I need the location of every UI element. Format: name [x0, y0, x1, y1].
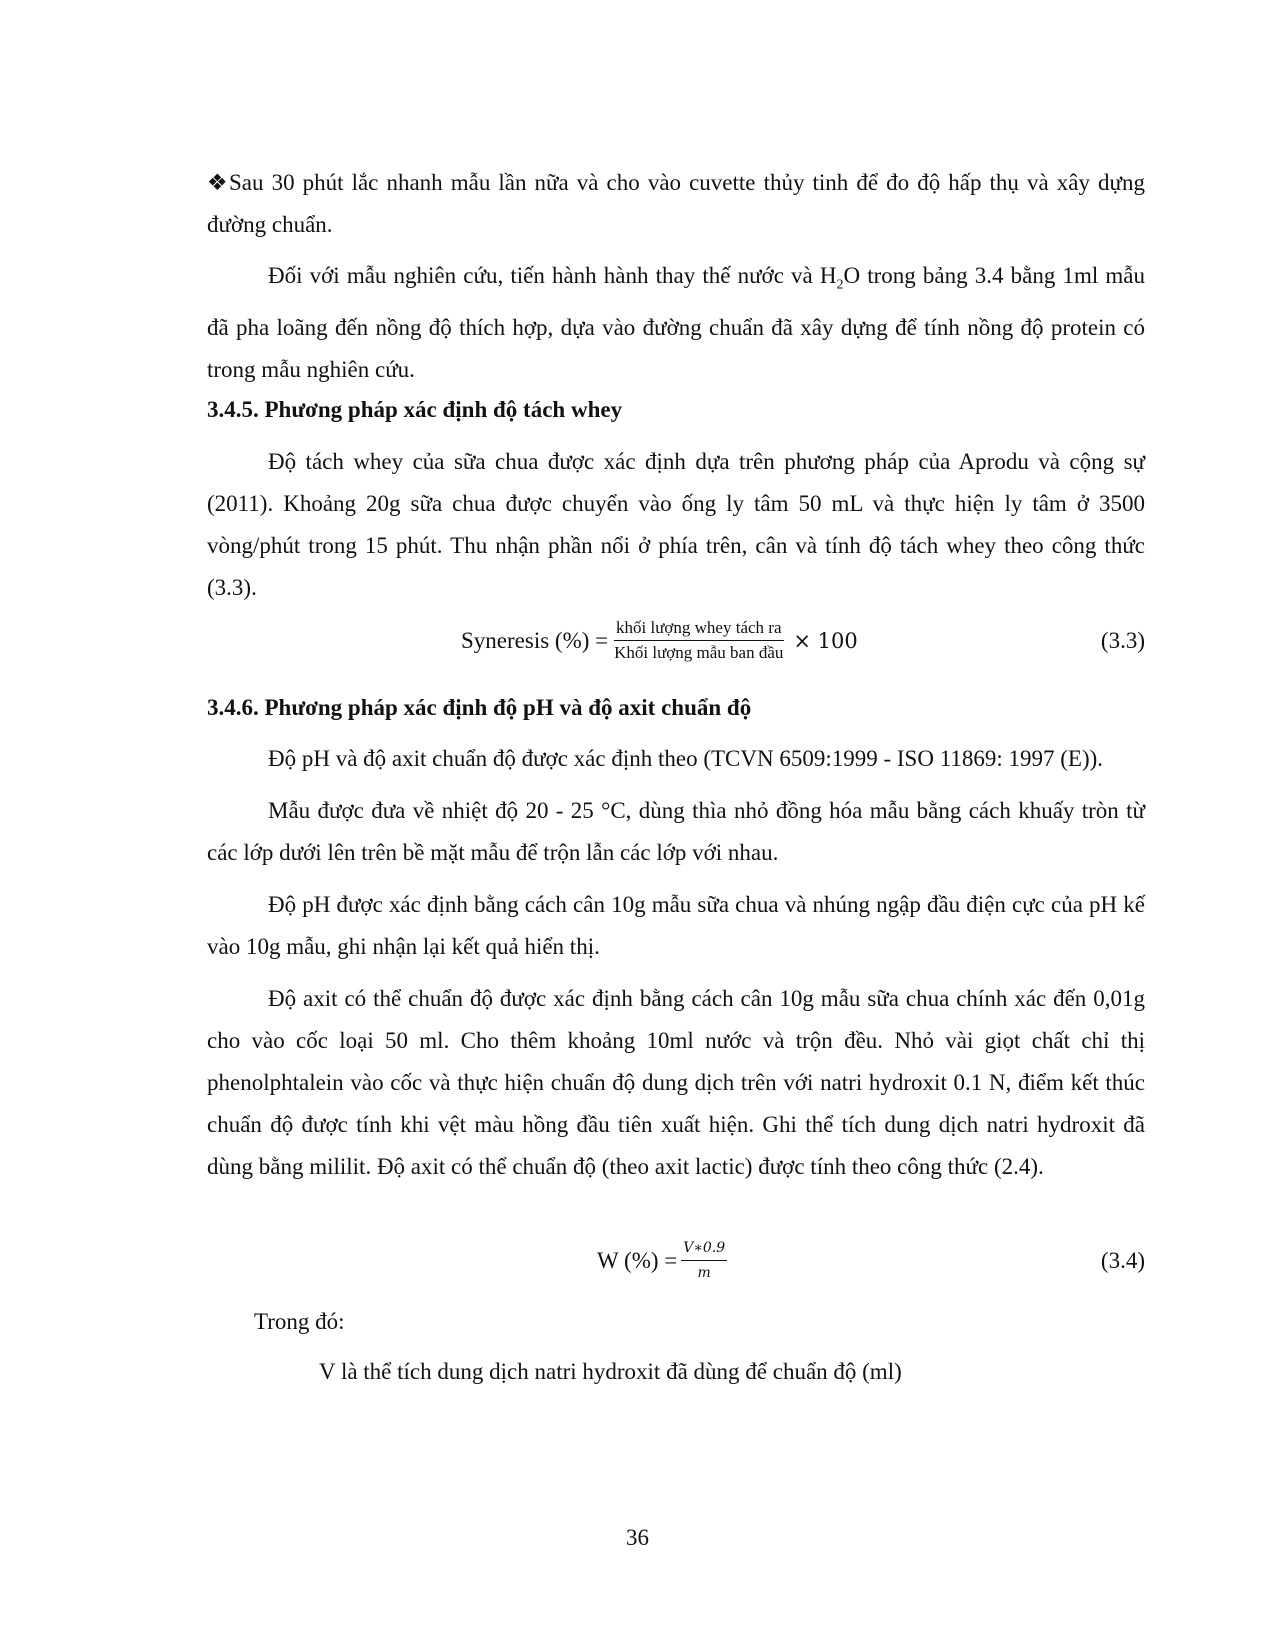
- formula-3-4: [207, 1238, 1145, 1298]
- formula-expression: [461, 618, 858, 663]
- page-number: 36: [626, 1525, 649, 1550]
- formula-lhs: Syneresis (%) =: [461, 627, 609, 653]
- paragraph-sample-study: [207, 255, 1145, 391]
- fraction: [612, 618, 785, 663]
- paragraph-sample-temperature: Mẫu được đưa về nhiệt độ 20 - 25 °C, dùng thìa nhỏ đồng hóa mẫu bằng cách khuấy tròn từ các lớp dưới lên trên bề mặt mẫu để trộn lẫn các lớp với nhau.: [207, 798, 1145, 865]
- fraction-numerator: V∗0.9: [681, 1238, 727, 1261]
- paragraph-text: Sau 30 phút lắc nhanh mẫu lần nữa và cho vào cuvette thủy tinh để đo độ hấp thụ và xây dựng đường chuẩn.: [207, 170, 1145, 237]
- formula-expression: [597, 1238, 731, 1283]
- paragraph-acidity-titration: Độ axit có thể chuẩn độ được xác định bằng cách cân 10g mẫu sữa chua chính xác đến 0,01g cho vào cốc loại 50 ml. Cho thêm khoảng 10ml nước và trộn đều. Nhỏ vài giọt chất chỉ thị phenolphtalein vào cốc và thực hiện chuẩn độ dung dịch trên với natri hydroxit 0.1 N, điểm kết thúc chuẩn độ được tính khi vệt màu hồng đầu tiên xuất hiện. Ghi thể tích dung dịch natri hydroxit đã dùng bằng mililit. Độ axit có thể chuẩn độ (theo axit lactic) được tính theo công thức (2.4).: [207, 986, 1145, 1179]
- paragraph-text-part2: O trong bảng 3.4 bằng 1ml mẫu đã pha loãng đến nồng độ thích hợp, dựa vào đường chuẩn đã xây dựng để tính nồng độ protein có trong mẫu nghiên cứu.: [207, 263, 1145, 382]
- diamond-bullet-icon: ❖: [207, 170, 228, 195]
- formula-lhs: W (%) =: [597, 1247, 678, 1273]
- fraction-denominator: Khối lượng mẫu ban đầu: [614, 643, 784, 662]
- equation-number: (3.4): [1100, 1248, 1145, 1273]
- formula-multiplier: × 100: [793, 628, 858, 653]
- fraction-denominator: m: [697, 1265, 711, 1281]
- paragraph-ph-standard: Độ pH và độ axit chuẩn độ được xác định theo (TCVN 6509:1999 - ISO 11869: 1997 (E)).: [268, 746, 1104, 771]
- paragraph-text-part1: Đối với mẫu nghiên cứu, tiến hành hành thay thế nước và H: [268, 263, 837, 288]
- fraction-numerator: khối lượng whey tách ra: [614, 618, 784, 641]
- heading-3-4-6: 3.4.6. Phương pháp xác định độ pH và độ axit chuẩn độ: [207, 695, 752, 720]
- paragraph-whey-method: Độ tách whey của sữa chua được xác định dựa trên phương pháp của Aprodu và cộng sự (2011). Khoảng 20g sữa chua được chuyển vào ống ly tâm 50 mL và thực hiện ly tâm ở 3500 vòng/phút trong 15 phút. Thu nhận phần nổi ở phía trên, cân và tính độ tách whey theo công thức (3.3).: [207, 449, 1145, 600]
- formula-3-3: [207, 618, 1145, 678]
- paragraph-bullet-cuvette: [207, 162, 1145, 246]
- equation-number: (3.3): [1100, 628, 1145, 653]
- where-label: Trong đó:: [254, 1309, 345, 1334]
- subscript-2: 2: [836, 277, 844, 293]
- heading-3-4-5: 3.4.5. Phương pháp xác định độ tách whey: [207, 397, 623, 422]
- fraction: [681, 1238, 727, 1283]
- paragraph-ph-measure: Độ pH được xác định bằng cách cân 10g mẫu sữa chua và nhúng ngập đầu điện cực của pH kế vào 10g mẫu, ghi nhận lại kết quả hiển thị.: [207, 892, 1145, 959]
- where-v-definition: V là thể tích dung dịch natri hydroxit đã dùng để chuẩn độ (ml): [319, 1359, 902, 1384]
